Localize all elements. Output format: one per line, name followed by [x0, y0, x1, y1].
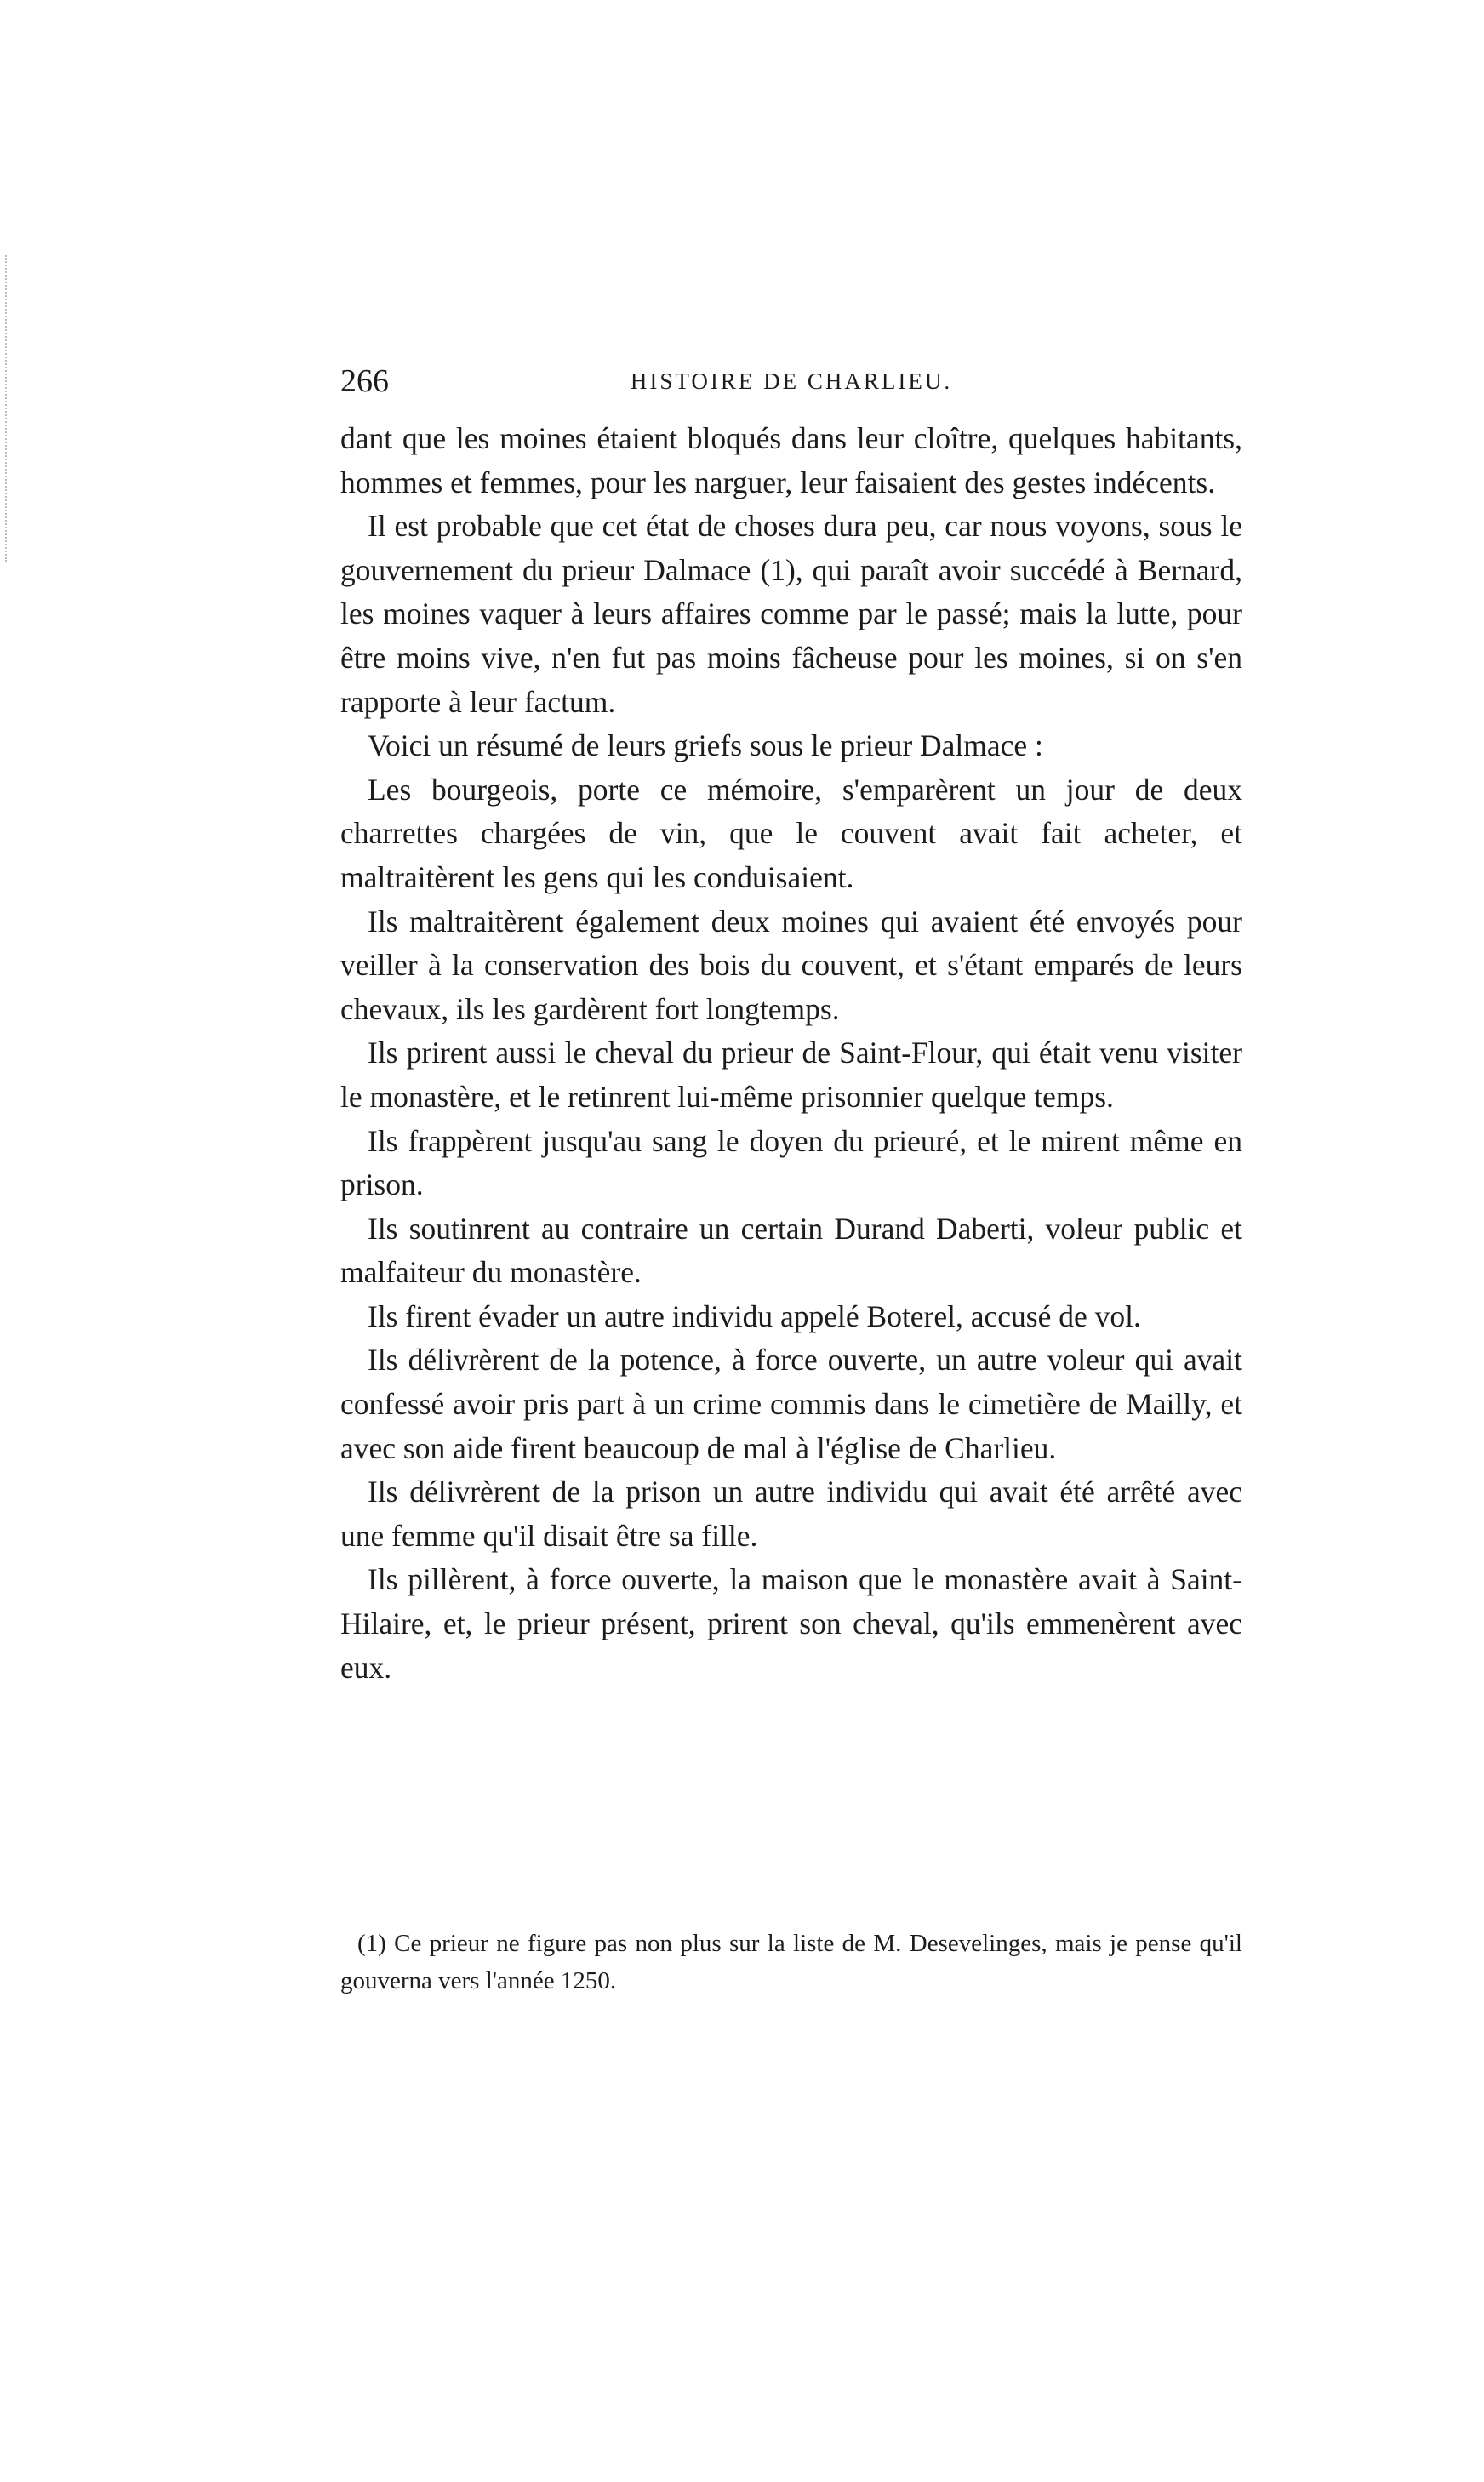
running-title: HISTOIRE DE CHARLIEU.	[630, 368, 953, 394]
paragraph: Ils délivrèrent de la prison un autre individu qui avait été arrêté avec une femme qu'il disait être sa fille.	[340, 1475, 1242, 1553]
page-number: 266	[340, 363, 389, 399]
paragraph: Ils prirent aussi le cheval du prieur de Saint-Flour, qui était venu visiter le monastère, et le retinrent lui-même prisonnier quelque temps.	[340, 1036, 1242, 1114]
paragraph: Ils délivrèrent de la potence, à force ouverte, un autre voleur qui avait confessé avoir pris part à un crime commis dans le cimetière de Mailly, et avec son aide firent beaucoup de mal à l'église de Charlieu.	[340, 1343, 1242, 1465]
paragraph: dant que les moines étaient bloqués dans leur cloître, quelques habitants, hommes et femmes, pour les narguer, leur faisaient des gestes indécents.	[340, 421, 1242, 499]
paragraph: Ils frappèrent jusqu'au sang le doyen du prieuré, et le mirent même en prison.	[340, 1123, 1242, 1202]
paragraph: Ils soutinrent au contraire un certain Durand Daberti, voleur public et malfaiteur du monastère.	[340, 1211, 1242, 1290]
paragraph: Ils pillèrent, à force ouverte, la maison que le monastère avait à Saint-Hilaire, et, le prieur présent, prirent son cheval, qu'ils emmenèrent avec eux.	[340, 1562, 1242, 1685]
running-head	[340, 356, 1242, 407]
footnote: (1) Ce prieur ne figure pas non plus sur la liste de M. Desevelinges, mais je pense qu'il gouverna vers l'année 1250.	[340, 1930, 1242, 1994]
paragraph: Voici un résumé de leurs griefs sous le prieur Dalmace :	[368, 728, 1043, 763]
paragraph: Il est probable que cet état de choses dura peu, car nous voyons, sous le gouvernement du prieur Dalmace (1), qui paraît avoir succédé à Bernard, les moines vaquer à leurs affaires comme par le passé; mais la lutte, pour être moins vive, n'en fut pas moins fâcheuse pour les moines, si on s'en rapporte à leur factum.	[340, 509, 1242, 719]
scan-edge-marks	[5, 255, 10, 562]
paragraph: Les bourgeois, porte ce mémoire, s'emparèrent un jour de deux charrettes chargées de vin, que le couvent avait fait acheter, et maltraitèrent les gens qui les conduisaient.	[340, 772, 1242, 894]
body-text	[340, 417, 1242, 1690]
paragraph: Ils maltraitèrent également deux moines qui avaient été envoyés pour veiller à la conservation des bois du couvent, et s'étant emparés de leurs chevaux, ils les gardèrent fort longtemps.	[340, 904, 1242, 1026]
paragraph: Ils firent évader un autre individu appelé Boterel, accusé de vol.	[368, 1298, 1141, 1333]
